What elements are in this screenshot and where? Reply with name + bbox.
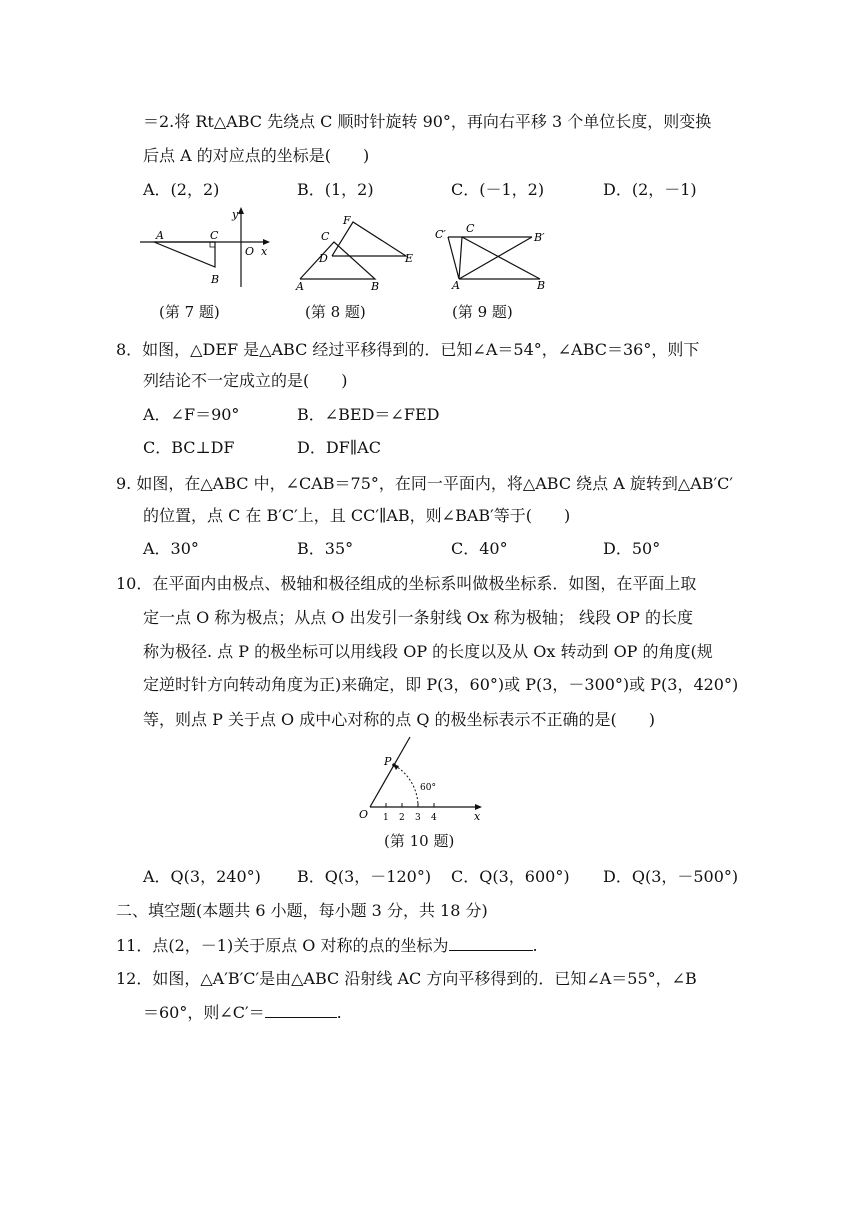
fig10-label-p: P [384, 755, 392, 768]
caption-fig9: (第 9 题) [452, 303, 513, 321]
q9-line1: 9. 如图，在△ABC 中，∠CAB＝75°，在同一平面内，将△ABC 绕点 A 旋转到△AB′C′ [116, 474, 734, 493]
q9-option-b: B．35° [297, 539, 354, 558]
q8-line1: 8．如图，△DEF 是△ABC 经过平移得到的．已知∠A＝54°，∠ABC＝36°，则下 [116, 340, 700, 359]
q12-line2 [143, 1001, 342, 1024]
q10-line5: 等，则点 P 关于点 O 成中心对称的点 Q 的极坐标表示不正确的是( ) [143, 710, 656, 729]
q11-end: . [532, 936, 538, 955]
q11-answer-blank[interactable] [449, 934, 533, 951]
caption-fig7: (第 7 题) [159, 303, 220, 321]
fig8-label-d: D [319, 252, 328, 265]
fig9-label-a: A [452, 279, 460, 292]
fig7-label-c: C [210, 229, 219, 242]
caption-fig8: (第 8 题) [305, 303, 366, 321]
q10-option-b: B．Q(3，－120°) [297, 867, 432, 886]
fig10-tick-4: 4 [431, 813, 437, 823]
q9-option-c: C．40° [451, 539, 508, 558]
q12-end: . [336, 1003, 342, 1022]
q10-line3: 称为极径. 点 P 的极坐标可以用线段 OP 的长度以及从 Ox 转动到 OP 的角度(规 [143, 642, 713, 661]
figure-7 [140, 205, 280, 295]
fig8-label-e: E [405, 252, 414, 265]
fig10-label-angle: 60° [420, 783, 436, 793]
q8-line2: 列结论不一定成立的是( ) [143, 371, 348, 390]
q10-line4: 定逆时针方向转动角度为正)来确定，即 P(3，60°)或 P(3，－300°)或 P(3，420°) [143, 675, 739, 694]
figure-9 [435, 220, 555, 295]
q10-option-c: C．Q(3，600°) [451, 867, 570, 886]
fig7-label-b: B [211, 273, 220, 286]
fig7-label-x: x [261, 245, 268, 258]
fig10-label-x: x [474, 810, 481, 823]
q12-answer-blank[interactable] [265, 1001, 337, 1018]
q11-line [116, 934, 538, 957]
fig9-label-b: B [537, 279, 546, 292]
section-heading-fill-in: 二、填空题(本题共 6 小题，每小题 3 分，共 18 分) [116, 901, 488, 920]
fig7-label-o: O [245, 245, 255, 258]
figure-10 [355, 735, 490, 825]
q9-line2: 的位置，点 C 在 B′C′上，且 CC′∥AB，则∠BAB′等于( ) [143, 506, 571, 525]
q7-line1: ＝2.将 Rt△ABC 先绕点 C 顺时针旋转 90°，再向右平移 3 个单位长度，则变换 [143, 112, 712, 131]
q8-option-d: D．DF∥AC [297, 438, 381, 457]
fig7-label-y: y [232, 208, 239, 221]
fig10-tick-2: 2 [399, 813, 405, 823]
fig8-label-b: B [371, 280, 380, 293]
q8-option-c: C．BC⊥DF [143, 438, 235, 457]
figure-8 [295, 210, 420, 295]
fig7-label-a: A [156, 229, 164, 242]
q9-option-d: D．50° [603, 539, 661, 558]
q7-line2: 后点 A 的对应点的坐标是( ) [143, 146, 370, 165]
q11-text: 11．点(2，－1)关于原点 O 对称的点的坐标为 [116, 936, 449, 955]
q8-option-a: A．∠F＝90° [143, 405, 240, 424]
q9-option-a: A．30° [143, 539, 199, 558]
fig10-tick-3: 3 [415, 813, 421, 823]
q10-line1: 10．在平面内由极点、极轴和极径组成的坐标系叫做极坐标系．如图，在平面上取 [116, 574, 697, 593]
q8-option-b: B．∠BED＝∠FED [297, 405, 440, 424]
q10-option-a: A．Q(3，240°) [143, 867, 261, 886]
q10-option-d: D．Q(3，－500°) [603, 867, 739, 886]
fig10-tick-1: 1 [383, 813, 389, 823]
fig9-label-b-prime: B′ [534, 231, 545, 244]
q7-option-c: C．(－1，2) [451, 180, 545, 199]
fig8-label-a: A [296, 280, 304, 293]
caption-fig10: (第 10 题) [384, 832, 455, 850]
fig9-label-c-prime: C′ [435, 228, 446, 241]
q7-option-a: A．(2，2) [143, 180, 220, 199]
fig8-label-f: F [343, 214, 351, 227]
fig9-label-c: C [466, 222, 475, 235]
q10-line2: 定一点 O 称为极点；从点 O 出发引一条射线 Ox 称为极轴； 线段 OP 的长度 [143, 608, 694, 627]
q12-line1: 12．如图，△A′B′C′是由△ABC 沿射线 AC 方向平移得到的．已知∠A＝55°，∠B [116, 969, 697, 988]
fig8-label-c: C [321, 230, 330, 243]
fig10-label-o: O [359, 808, 369, 821]
q7-option-d: D．(2，－1) [603, 180, 697, 199]
q7-option-b: B．(1，2) [297, 180, 374, 199]
q12-text: ＝60°，则∠C′＝ [143, 1003, 265, 1022]
